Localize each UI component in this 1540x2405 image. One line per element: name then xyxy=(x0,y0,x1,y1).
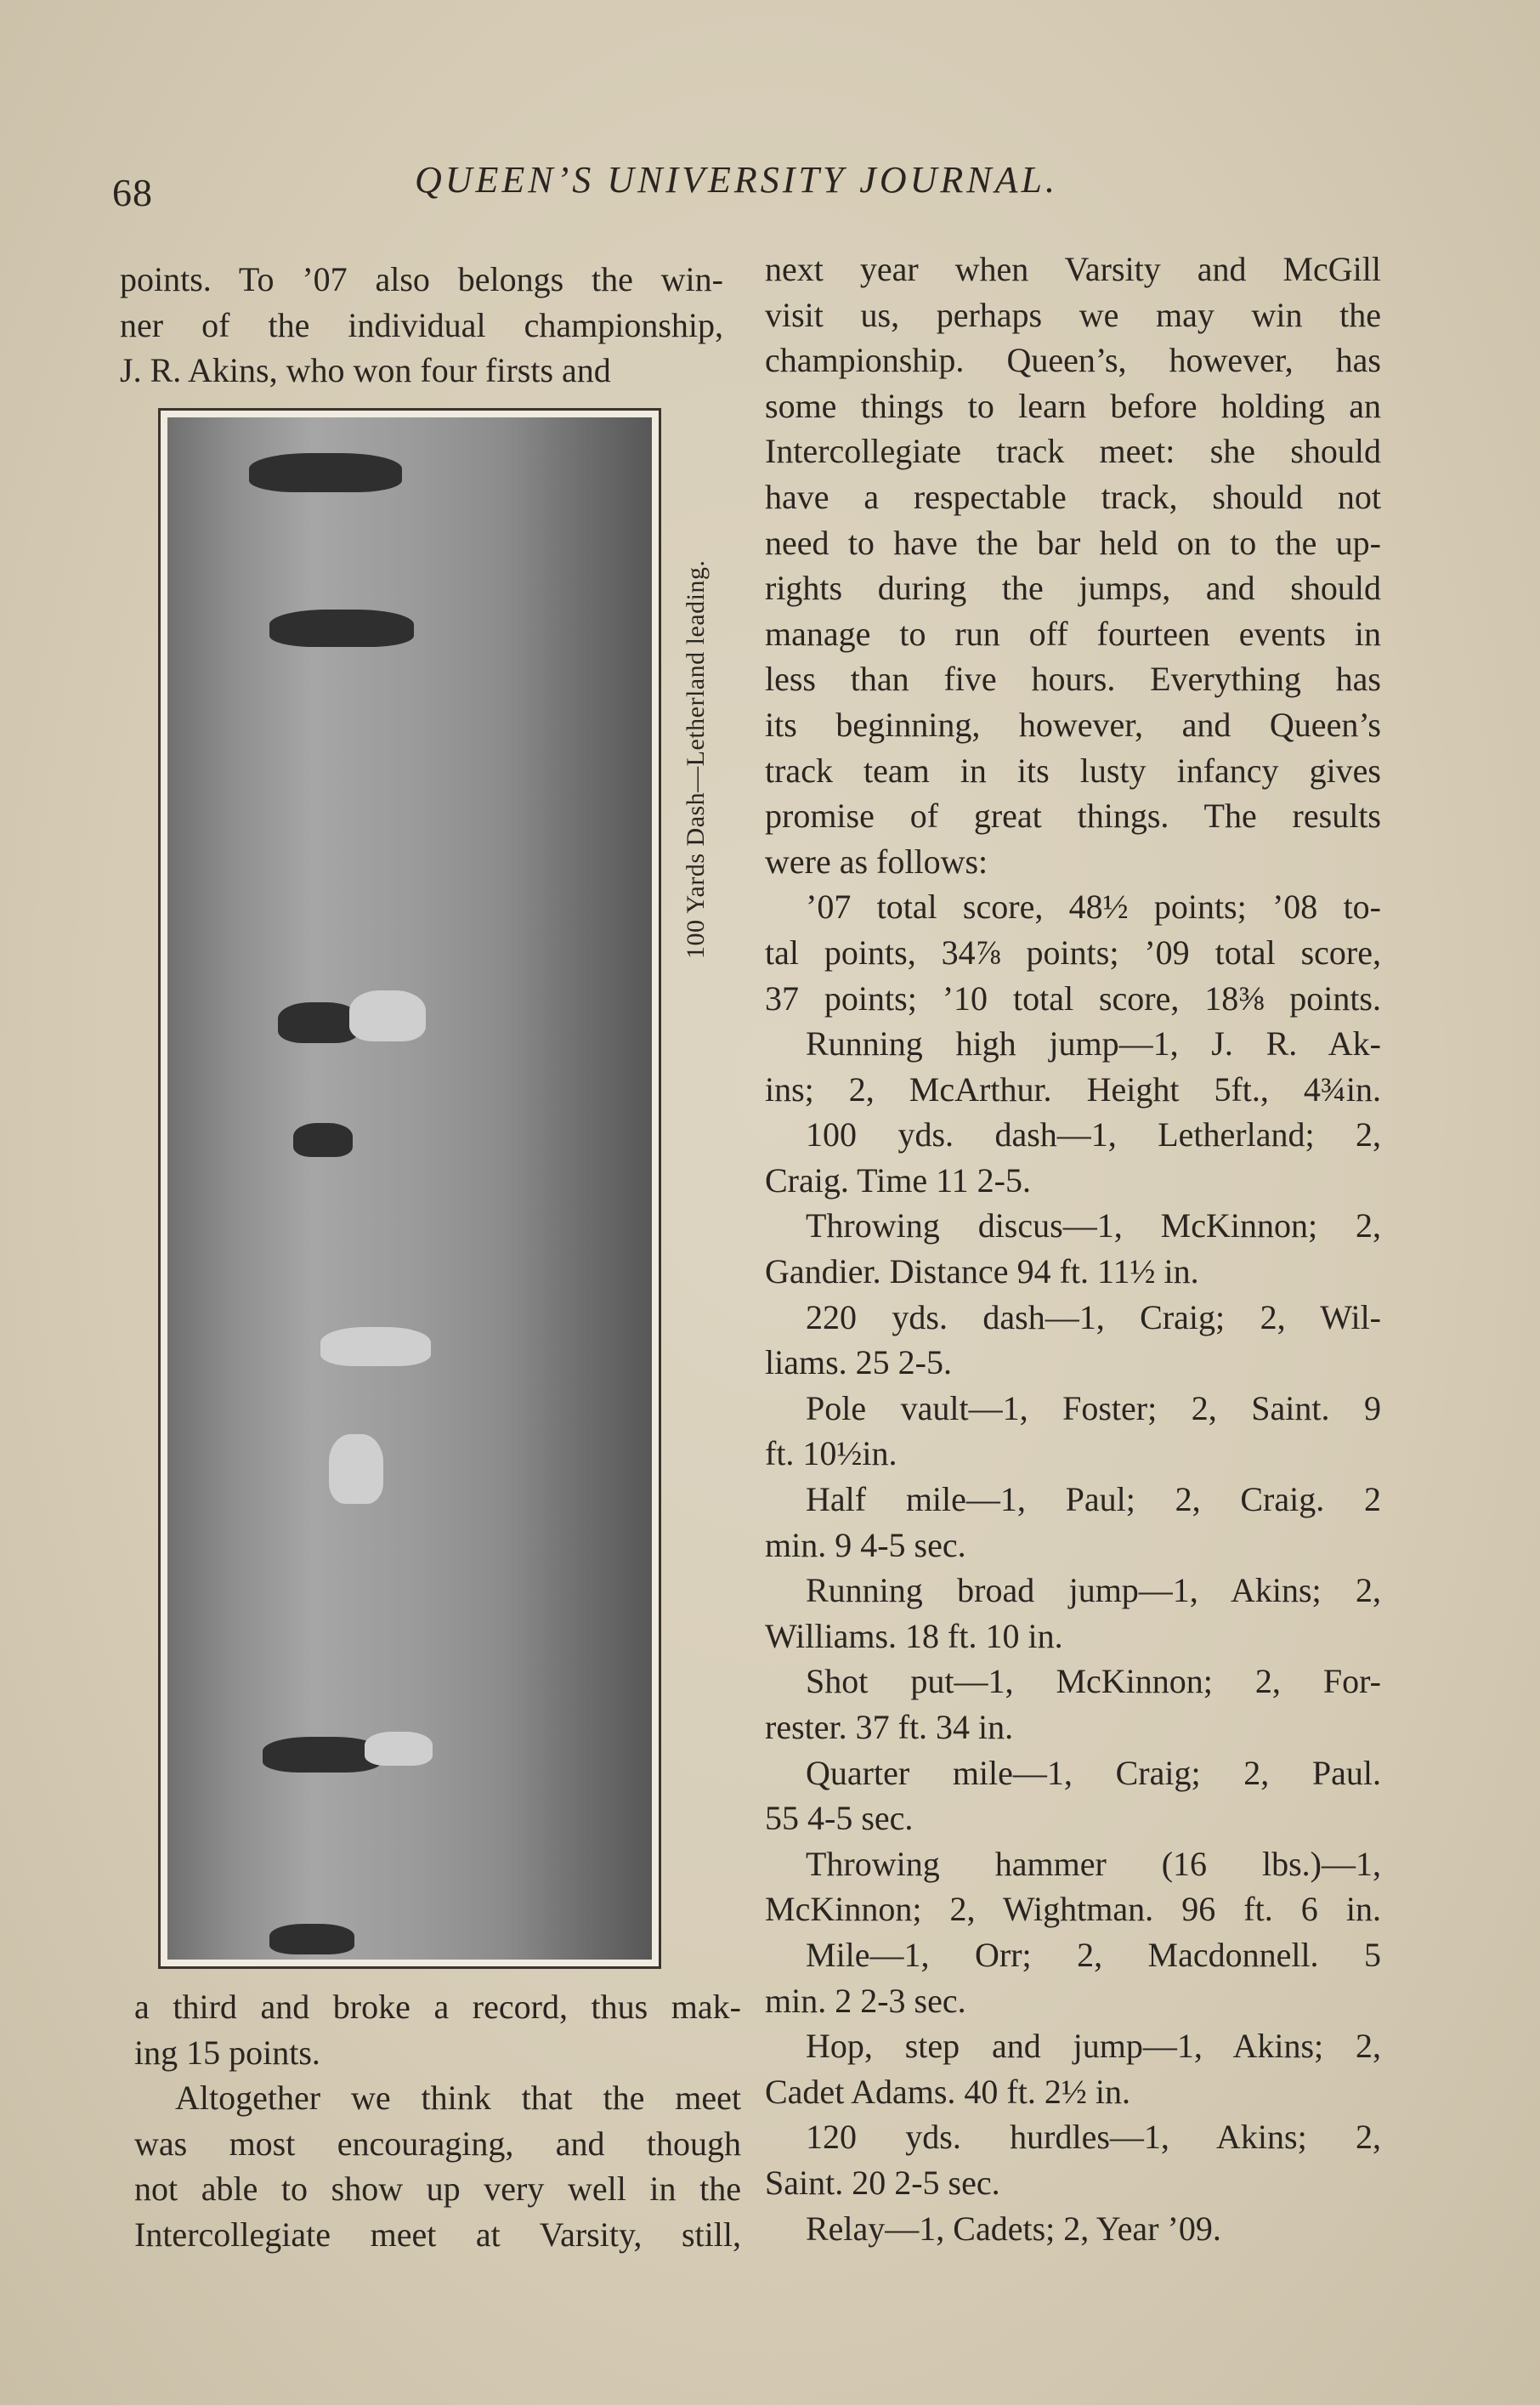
text-line: was most encouraging, and though xyxy=(134,2124,741,2163)
photo-caption: 100 Yards Dash—Letherland leading. xyxy=(682,559,710,959)
text-line: ner of the individual championship, xyxy=(120,305,723,344)
text-line: manage to run off fourteen events in xyxy=(765,614,1381,653)
result-line: Cadet Adams. 40 ft. 2½ in. xyxy=(765,2072,1130,2111)
result-line: tal points, 34⅞ points; ’09 total score, xyxy=(765,933,1381,972)
result-line: 55 4-5 sec. xyxy=(765,1799,914,1838)
result-line: min. 9 4-5 sec. xyxy=(765,1525,966,1564)
runner-figure xyxy=(263,1737,382,1773)
result-line: Gandier. Distance 94 ft. 11½ in. xyxy=(765,1252,1199,1291)
page-number: 68 xyxy=(112,171,153,214)
runner-figure xyxy=(278,1002,360,1043)
journal-title: QUEEN’S UNIVERSITY JOURNAL. xyxy=(415,159,1058,201)
text-line: track team in its lusty infancy gives xyxy=(765,751,1381,790)
text-line: next year when Varsity and McGill xyxy=(765,250,1381,288)
result-line: Mile—1, Orr; 2, Macdonnell. 5 xyxy=(806,1935,1381,1974)
result-line: Williams. 18 ft. 10 in. xyxy=(765,1616,1063,1655)
result-line: 37 points; ’10 total score, 18⅜ points. xyxy=(765,978,1381,1018)
runner-figure xyxy=(349,990,426,1041)
result-line: Craig. Time 11 2-5. xyxy=(765,1160,1031,1200)
result-line: Half mile—1, Paul; 2, Craig. 2 xyxy=(806,1480,1381,1519)
result-line: liams. 25 2-5. xyxy=(765,1343,952,1382)
result-line: rester. 37 ft. 34 in. xyxy=(765,1708,1014,1746)
runner-figure xyxy=(320,1327,431,1366)
runner-figure xyxy=(269,610,414,647)
text-line: a third and broke a record, thus mak- xyxy=(134,1988,741,2026)
result-line: Running broad jump—1, Akins; 2, xyxy=(806,1571,1381,1610)
text-line: visit us, perhaps we may win the xyxy=(765,295,1381,334)
runner-figure xyxy=(269,1924,354,1954)
result-line: Shot put—1, McKinnon; 2, For- xyxy=(806,1662,1381,1701)
text-line: its beginning, however, and Queen’s xyxy=(765,705,1381,744)
result-line: McKinnon; 2, Wightman. 96 ft. 6 in. xyxy=(765,1890,1381,1929)
text-line: Intercollegiate meet at Varsity, still, xyxy=(134,2215,741,2254)
left-column-top xyxy=(120,257,723,394)
text-line: were as follows: xyxy=(765,842,988,881)
left-column-bottom xyxy=(134,1984,741,2258)
text-line: need to have the bar held on to the up- xyxy=(765,523,1381,562)
result-line: 100 yds. dash—1, Letherland; 2, xyxy=(806,1115,1381,1154)
result-line: Throwing hammer (16 lbs.)—1, xyxy=(806,1844,1381,1883)
result-line: 120 yds. hurdles—1, Akins; 2, xyxy=(806,2118,1381,2157)
result-line: 220 yds. dash—1, Craig; 2, Wil- xyxy=(806,1297,1381,1336)
text-line: J. R. Akins, who won four firsts and xyxy=(120,351,611,390)
result-line: Running high jump—1, J. R. Ak- xyxy=(806,1024,1381,1064)
result-line: Saint. 20 2-5 sec. xyxy=(765,2163,1000,2202)
runner-figure xyxy=(365,1732,433,1766)
result-line: Hop, step and jump—1, Akins; 2, xyxy=(806,2027,1381,2066)
race-photograph xyxy=(158,408,661,1969)
result-line: Quarter mile—1, Craig; 2, Paul. xyxy=(806,1753,1381,1792)
text-line: championship. Queen’s, however, has xyxy=(765,341,1381,380)
text-line: rights during the jumps, and should xyxy=(765,569,1381,608)
text-line: promise of great things. The results xyxy=(765,797,1381,836)
text-line: less than five hours. Everything has xyxy=(765,660,1381,699)
result-line: min. 2 2-3 sec. xyxy=(765,1981,966,2020)
text-line: points. To ’07 also belongs the win- xyxy=(120,260,723,298)
result-line: Relay—1, Cadets; 2, Year ’09. xyxy=(806,2209,1221,2248)
right-column xyxy=(765,247,1381,2251)
runner-figure xyxy=(249,453,402,492)
result-line: ’07 total score, 48½ points; ’08 to- xyxy=(806,888,1381,927)
result-line: Throwing discus—1, McKinnon; 2, xyxy=(806,1206,1381,1245)
result-line: Pole vault—1, Foster; 2, Saint. 9 xyxy=(806,1388,1381,1427)
result-line: ft. 10½in. xyxy=(765,1434,897,1473)
text-line: have a respectable track, should not xyxy=(765,477,1381,516)
runner-figure xyxy=(329,1434,383,1504)
runner-figure xyxy=(293,1123,353,1157)
photo-image xyxy=(167,417,652,1960)
text-line: Altogether we think that the meet xyxy=(175,2079,741,2118)
text-line: ing 15 points. xyxy=(134,2033,320,2072)
text-line: Intercollegiate track meet: she should xyxy=(765,432,1381,471)
result-line: ins; 2, McArthur. Height 5ft., 4¾in. xyxy=(765,1069,1381,1109)
text-line: some things to learn before holding an xyxy=(765,386,1381,425)
text-line: not able to show up very well in the xyxy=(134,2170,741,2209)
